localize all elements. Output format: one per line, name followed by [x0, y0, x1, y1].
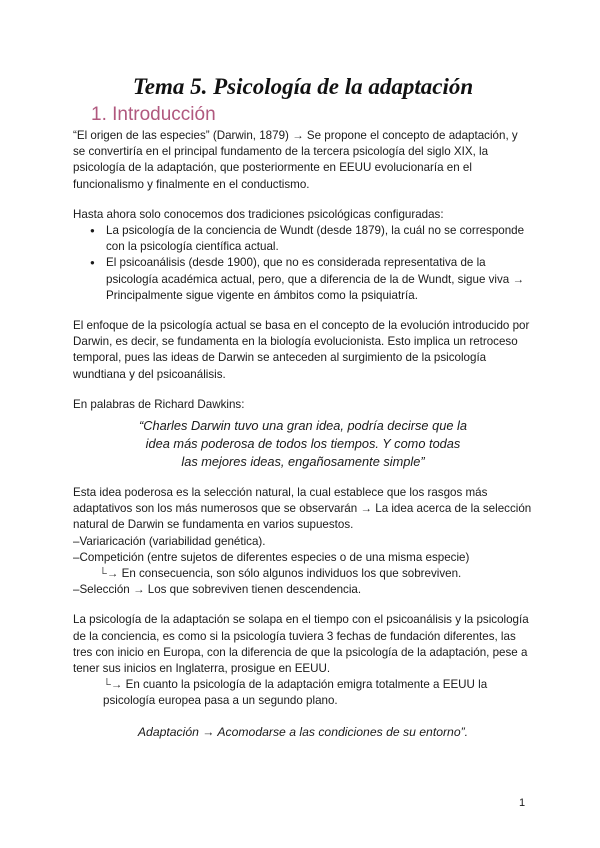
corner-arrow-icon: └	[99, 568, 107, 581]
paragraph-natural-selection: Esta idea poderosa es la selección natural, la cual establece que los rasgos más adaptativos son los más numerosos que se observarán → La idea acerca de la selección natural de Darwin se fundamenta en varios supuestos.	[73, 486, 532, 532]
overlap-consequence-text: → En cuanto la psicología de la adaptación emigra totalmente a EEUU la psicología europea pasa a un segundo plano.	[103, 678, 488, 708]
adaptation-definition: Adaptación → Acomodarse a las condiciones de su entorno”.	[137, 724, 469, 739]
paragraph-overlap: La psicología de la adaptación se solapa en el tiempo con el psicoanálisis y la psicología de la conciencia, es como si la psicología tuviera 3 fechas de fundación diferentes, las tres con inicio en Europa, con la diferencia de que la psicología de la adaptación, pese a tener sus inicios en Inglaterra, prosigue en EEUU.	[73, 613, 529, 676]
document-page	[73, 74, 533, 740]
section-heading: 1. Introducción	[91, 104, 216, 125]
quote-line: las mejores ideas, engañosamente simple”	[181, 454, 425, 470]
corner-arrow-icon: └	[103, 679, 111, 692]
paragraph-evolution: El enfoque de la psicología actual se basa en el concepto de la evolución introducido por Darwin, es decir, se fundamenta en la biología evolucionista. Esto implica un retroceso temporal, pues las ideas de Darwin se anteceden al surgimiento de la psicología wundtiana y del psicoanálisis.	[73, 319, 530, 381]
overlap-consequence	[73, 677, 533, 709]
paragraph-intro: “El origen de las especies” (Darwin, 1879) → Se propone el concepto de adaptación, y se convertiría en el principal fundamento de la tercera psicología del siglo XIX, la psicología de la adaptación, que posteriormente en EEUU evolucionaría en el funcionalismo y finalmente en el conductismo.	[73, 129, 518, 191]
competition-consequence	[73, 566, 533, 582]
assumption-selection: –Selección → Los que sobreviven tienen descendencia.	[73, 583, 362, 597]
list-item: ● El psicoanálisis (desde 1900), que no es considerada representativa de la psicología académica actual, pero, que a diferencia de la de Wundt, sigue viva → Principalmente sigue vigente en ámbitos como la psiquiatría.	[106, 255, 533, 304]
quote-line: “Charles Darwin tuvo una gran idea, podría decirse que la	[139, 418, 467, 434]
paragraph-traditions: Hasta ahora solo conocemos dos tradiciones psicológicas configuradas:	[73, 207, 444, 221]
assumption-variation: –Variaricación (variabilidad genética).	[73, 534, 266, 548]
page-number: 1	[519, 797, 526, 809]
traditions-list	[73, 223, 533, 304]
consequence-text: → En consecuencia, son sólo algunos individuos los que sobreviven.	[106, 567, 462, 581]
quote-line: idea más poderosa de todos los tiempos. Y como todas	[145, 436, 461, 452]
assumption-competition: –Competición (entre sujetos de diferentes especies o de una misma especie)	[73, 550, 470, 564]
list-item: ● La psicología de la conciencia de Wundt (desde 1879), la cuál no se corresponde con la psicología científica actual.	[106, 223, 533, 255]
dawkins-quote	[93, 417, 513, 471]
paragraph-dawkins-intro: En palabras de Richard Dawkins:	[73, 397, 245, 411]
page-title: Tema 5. Psicología de la adaptación	[132, 74, 474, 99]
